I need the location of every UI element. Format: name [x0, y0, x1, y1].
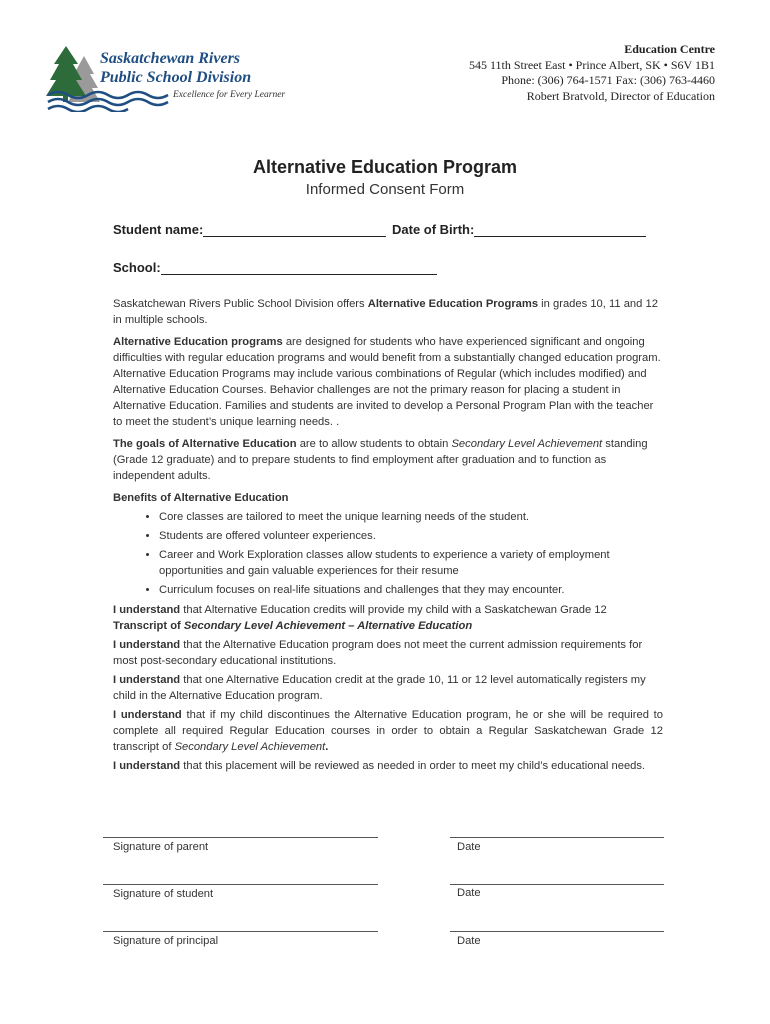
principal-signature-label: Signature of principal [113, 935, 219, 947]
intro-paragraph: Saskatchewan Rivers Public School Division offers Alternative Education Programs in grades 10, 11 and 12 in multiple schools. [113, 298, 658, 326]
benefits-heading: Benefits of Alternative Education [113, 492, 289, 504]
benefit-item: • Core classes are tailored to meet the unique learning needs of the student. [159, 509, 663, 525]
waves-icon [46, 90, 186, 112]
org-name: Education Centre [624, 42, 715, 56]
understand-review: I understand that this placement will be reviewed as needed in order to meet my child’s educational needs. [113, 760, 646, 772]
principal-date-line[interactable] [450, 931, 664, 932]
understand-admission: I understand that the Alternative Education program does not meet the current admission requirements for most post-secondary educational institutions. [113, 639, 643, 667]
student-signature-label: Signature of student [113, 888, 214, 900]
benefits-list [113, 509, 663, 598]
logo-name-line1: Saskatchewan Rivers [100, 50, 241, 67]
school-field[interactable] [113, 260, 437, 275]
school-line[interactable] [161, 260, 437, 275]
principal-signature-line[interactable] [103, 931, 378, 932]
parent-signature-line[interactable] [103, 837, 378, 838]
org-phone-fax: Phone: (306) 764-1571 Fax: (306) 763-4460 [501, 73, 715, 87]
logo-tagline: Excellence for Every Learner [173, 90, 286, 100]
understand-discontinue: I understand that if my child discontinues the Alternative Education program, he or she will be required to complete all required Regular Education courses in order to obtain a Regular Saskatchewan Grade 12 transcript of Secondary Level Achievement. [113, 709, 663, 753]
consent-body [113, 296, 663, 780]
parent-signature-label: Signature of parent [113, 841, 209, 853]
page-title: Alternative Education Program [252, 157, 518, 177]
org-director: Robert Bratvold, Director of Education [526, 88, 715, 103]
student-name-label: Student name: [113, 222, 204, 237]
parent-date-label: Date [457, 841, 481, 853]
division-logo [46, 44, 306, 112]
goals-paragraph: The goals of Alternative Education are to allow students to obtain Secondary Level Achievement standing (Grade 12 graduate) and to prepare students to find employment after graduation and to function as independent adults. [113, 438, 648, 482]
student-date-label: Date [457, 887, 481, 899]
parent-date-line[interactable] [450, 837, 664, 838]
letterhead-contact [469, 42, 715, 104]
date-of-birth-line[interactable] [474, 222, 646, 237]
student-name-line[interactable] [203, 222, 386, 237]
student-date-line[interactable] [450, 884, 664, 885]
benefit-item: • Curriculum focuses on real-life situations and challenges that they may encounter. [159, 582, 663, 598]
benefit-item: • Students are offered volunteer experiences. [159, 528, 663, 544]
understand-registration: I understand that one Alternative Education credit at the grade 10, 11 or 12 level automatically registers my child in the Alternative Education program. [113, 674, 646, 702]
org-address: 545 11th Street East • Prince Albert, SK • S6V 1B1 [468, 57, 715, 72]
programs-paragraph: Alternative Education programs are designed for students who have experienced significant and ongoing difficulties with regular education programs and would benefit from a substantially changed education program. Alternative Education Programs may include various combinations of Regular (which includes modified) and Alternative Education Courses. Behavior challenges are not the primary reason for placing a student in Alternative Education. Families and students are invited to develop a Personal Program Plan with the teacher to meet the student’s unique learning needs. . [113, 336, 661, 428]
student-signature-line[interactable] [103, 884, 378, 885]
understand-credits: I understand that Alternative Education credits will provide my child with a Saskatchewan Grade 12 Transcript of Secondary Level Achievement – Alternative Education [113, 604, 607, 632]
principal-date-label: Date [457, 935, 481, 947]
page-subtitle: Informed Consent Form [305, 181, 465, 198]
benefit-item: • Career and Work Exploration classes allow students to experience a variety of employment opportunities and gain valuable experiences for their resume [159, 547, 663, 579]
date-of-birth-label: Date of Birth: [392, 222, 475, 237]
logo-name-line2: Public School Division [100, 69, 252, 86]
school-label: School: [113, 260, 161, 275]
date-of-birth-field[interactable] [392, 222, 646, 237]
student-name-field[interactable] [113, 222, 386, 237]
